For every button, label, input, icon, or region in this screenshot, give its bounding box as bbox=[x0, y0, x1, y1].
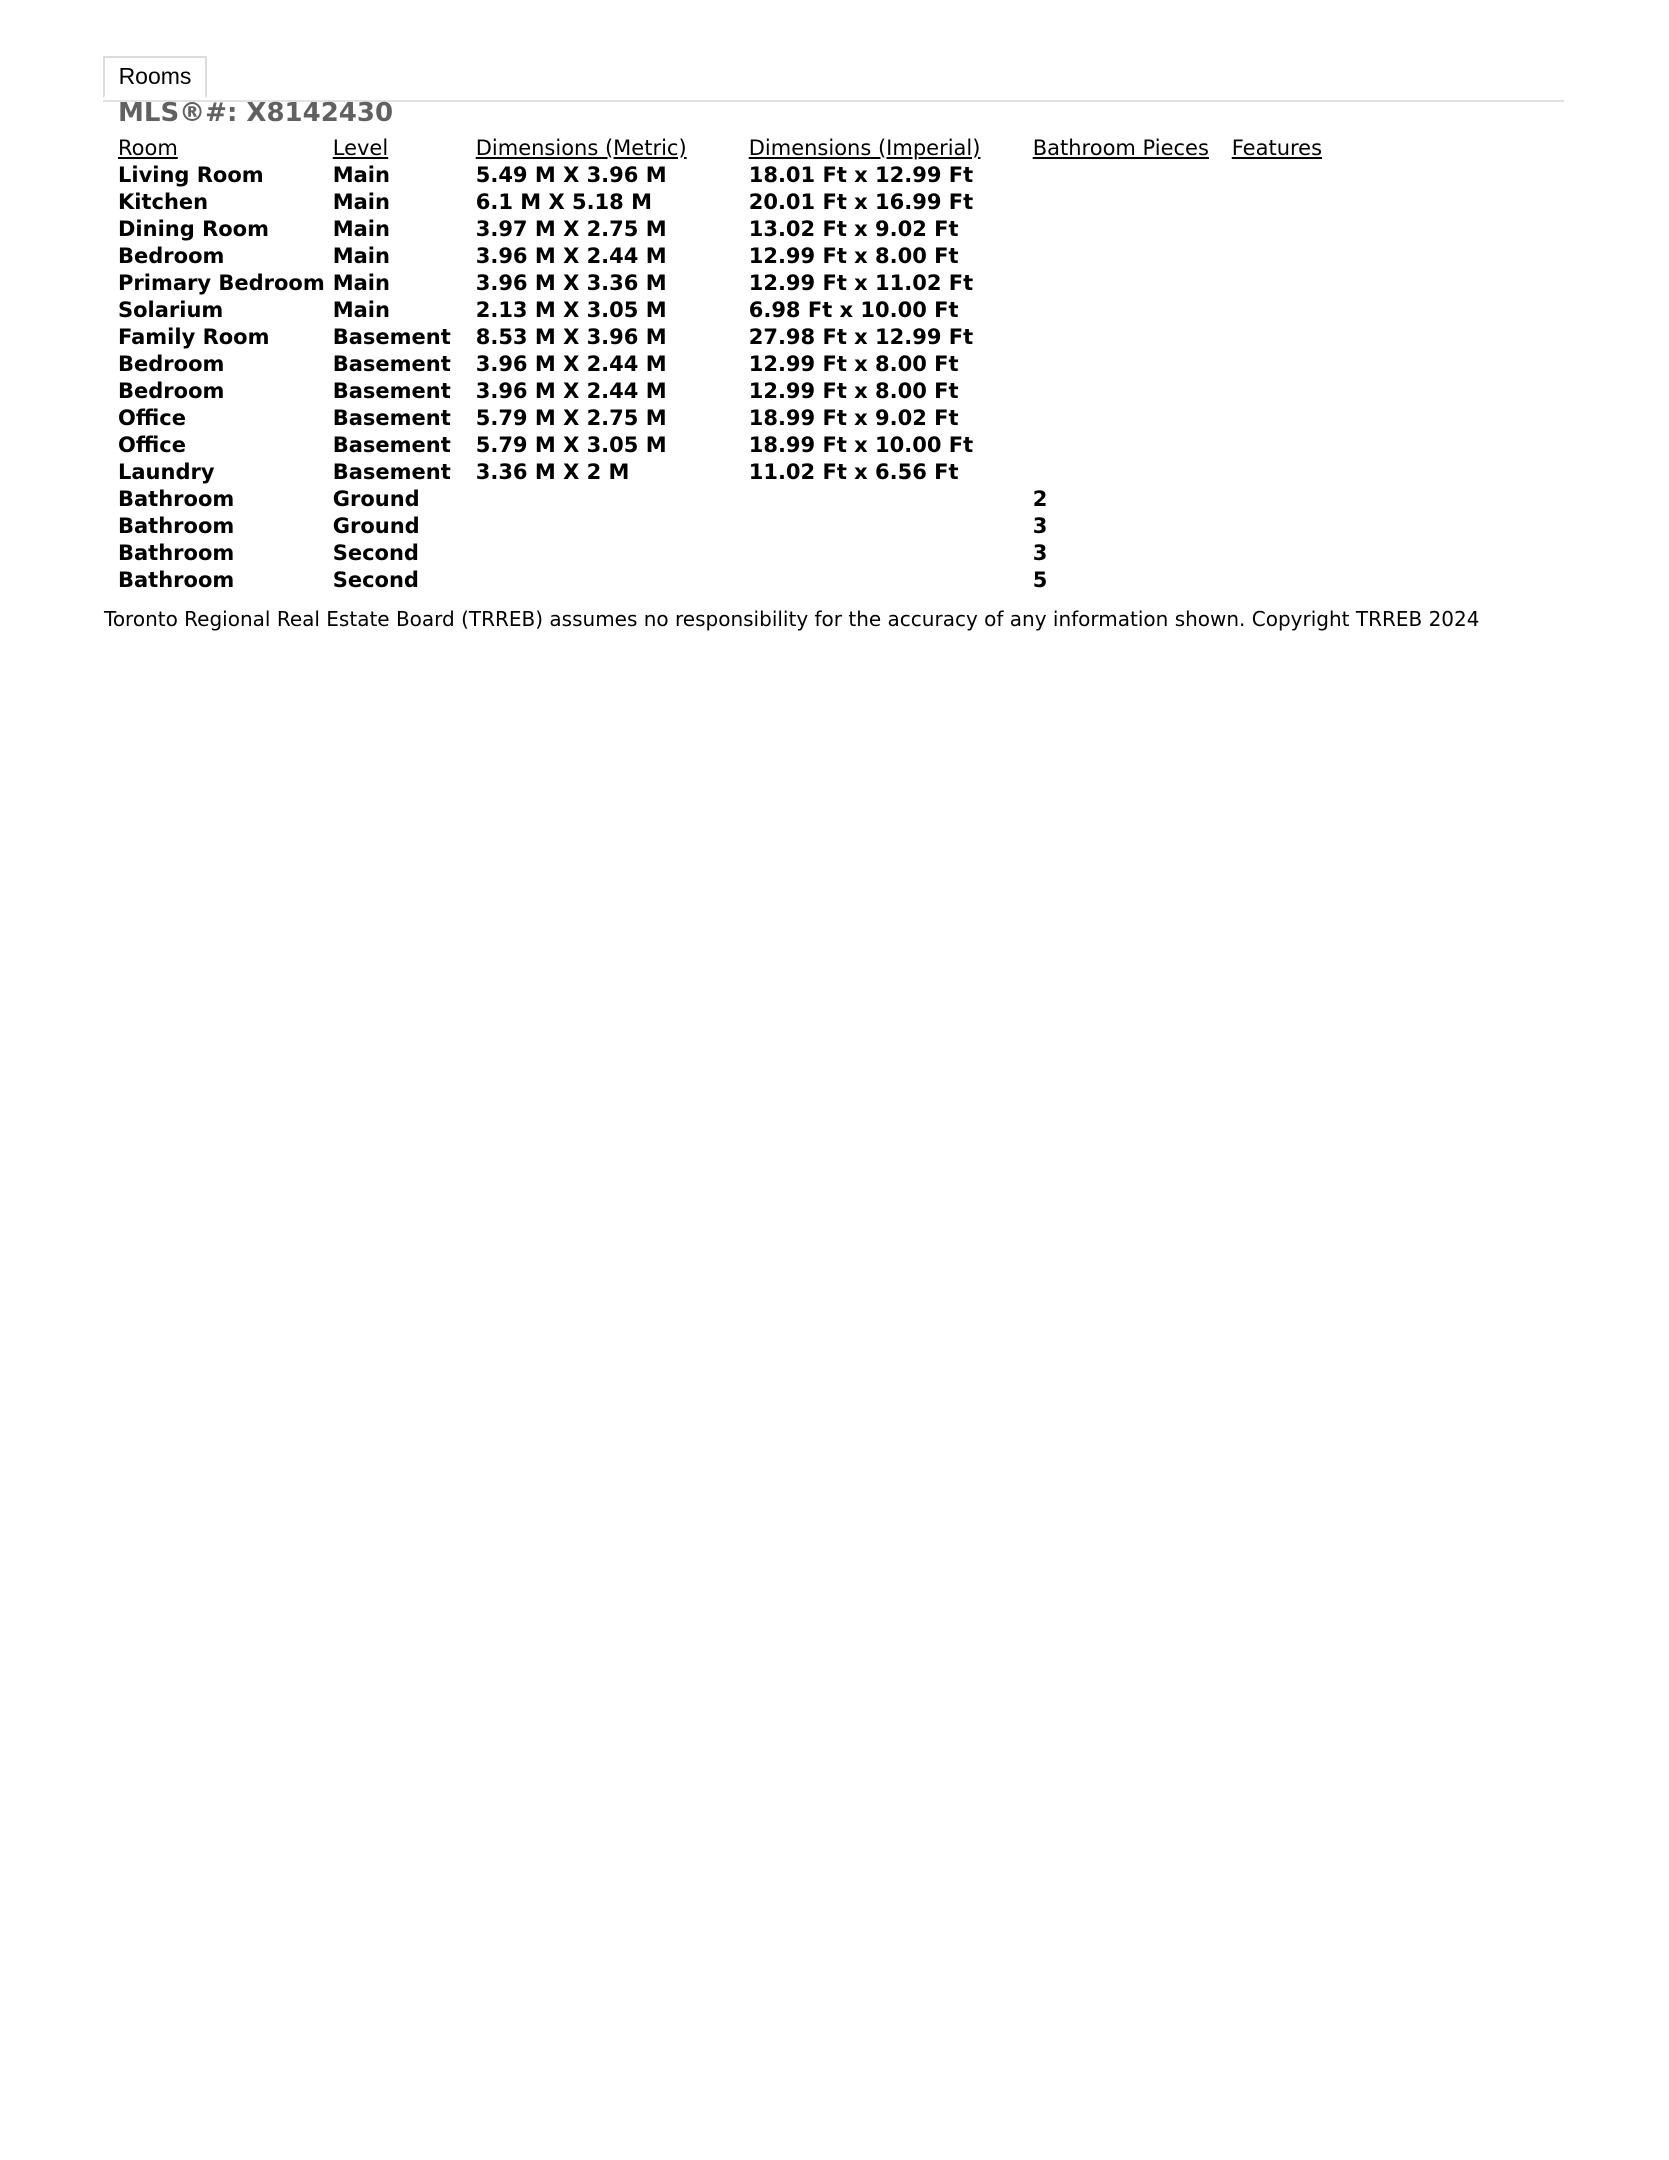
imperial-cell bbox=[745, 513, 1029, 540]
room-cell: Bathroom bbox=[118, 487, 235, 511]
metric-cell: 3.36 M X 2 M bbox=[475, 460, 630, 484]
imperial-cell: 12.99 Ft x 8.00 Ft bbox=[748, 379, 959, 403]
disclaimer-text: Toronto Regional Real Estate Board (TRREB) assumes no responsibility for the accuracy of any information shown. Copyright TRREB 2024 bbox=[104, 607, 1480, 631]
features-cell bbox=[1228, 216, 1356, 243]
room-cell: Kitchen bbox=[118, 190, 209, 214]
level-cell: Main bbox=[332, 271, 390, 295]
bath-pieces-cell: 2 bbox=[1032, 487, 1048, 511]
room-cell: Bathroom bbox=[118, 541, 235, 565]
bath-pieces-cell bbox=[1029, 459, 1228, 486]
features-cell bbox=[1228, 324, 1356, 351]
level-cell: Basement bbox=[332, 325, 451, 349]
features-cell bbox=[1228, 459, 1356, 486]
mls-number: MLS®#: X8142430 bbox=[118, 98, 394, 128]
level-cell: Main bbox=[332, 244, 390, 268]
bath-pieces-cell bbox=[1029, 189, 1228, 216]
metric-cell bbox=[472, 513, 745, 540]
room-cell: Primary Bedroom bbox=[118, 271, 325, 295]
room-cell: Bedroom bbox=[118, 352, 225, 376]
level-cell: Main bbox=[332, 298, 390, 322]
room-cell: Bathroom bbox=[118, 568, 235, 592]
features-cell bbox=[1228, 351, 1356, 378]
level-cell: Second bbox=[332, 568, 419, 592]
imperial-cell: 6.98 Ft x 10.00 Ft bbox=[748, 298, 959, 322]
table-row bbox=[114, 405, 1356, 432]
level-cell: Ground bbox=[332, 514, 420, 538]
room-cell: Solarium bbox=[118, 298, 224, 322]
table-row bbox=[114, 432, 1356, 459]
metric-cell: 3.96 M X 3.36 M bbox=[475, 271, 667, 295]
level-cell: Main bbox=[332, 217, 390, 241]
table-row bbox=[114, 297, 1356, 324]
table-row bbox=[114, 351, 1356, 378]
room-cell: Laundry bbox=[118, 460, 215, 484]
column-header-dimensions-metric: Dimensions (Metric) bbox=[475, 136, 687, 160]
imperial-cell: 12.99 Ft x 8.00 Ft bbox=[748, 244, 959, 268]
bath-pieces-cell bbox=[1029, 243, 1228, 270]
bath-pieces-cell bbox=[1029, 324, 1228, 351]
bath-pieces-cell bbox=[1029, 297, 1228, 324]
metric-cell bbox=[472, 540, 745, 567]
imperial-cell: 27.98 Ft x 12.99 Ft bbox=[748, 325, 974, 349]
metric-cell: 8.53 M X 3.96 M bbox=[475, 325, 667, 349]
imperial-cell bbox=[745, 486, 1029, 513]
table-row bbox=[114, 270, 1356, 297]
imperial-cell bbox=[745, 567, 1029, 594]
bath-pieces-cell bbox=[1029, 270, 1228, 297]
table-row bbox=[114, 540, 1356, 567]
bath-pieces-cell: 3 bbox=[1032, 541, 1048, 565]
bath-pieces-cell bbox=[1029, 432, 1228, 459]
features-cell bbox=[1228, 243, 1356, 270]
level-cell: Ground bbox=[332, 487, 420, 511]
room-cell: Office bbox=[118, 406, 186, 430]
metric-cell: 3.97 M X 2.75 M bbox=[475, 217, 667, 241]
bath-pieces-cell bbox=[1029, 351, 1228, 378]
imperial-cell: 12.99 Ft x 11.02 Ft bbox=[748, 271, 974, 295]
column-header-room: Room bbox=[118, 136, 178, 160]
bath-pieces-cell: 3 bbox=[1032, 514, 1048, 538]
table-row bbox=[114, 189, 1356, 216]
metric-cell: 2.13 M X 3.05 M bbox=[475, 298, 667, 322]
rooms-table bbox=[114, 134, 1356, 594]
level-cell: Second bbox=[332, 541, 419, 565]
room-cell: Dining Room bbox=[118, 217, 269, 241]
features-cell bbox=[1228, 405, 1356, 432]
imperial-cell: 11.02 Ft x 6.56 Ft bbox=[748, 460, 959, 484]
column-header-features: Features bbox=[1231, 136, 1323, 160]
room-cell: Family Room bbox=[118, 325, 270, 349]
bath-pieces-cell bbox=[1029, 378, 1228, 405]
bath-pieces-cell: 5 bbox=[1032, 568, 1048, 592]
column-header-dimensions-imperial: Dimensions (Imperial) bbox=[748, 136, 981, 160]
metric-cell: 3.96 M X 2.44 M bbox=[475, 379, 667, 403]
column-header-bathroom-pieces: Bathroom Pieces bbox=[1032, 136, 1209, 160]
features-cell bbox=[1228, 513, 1356, 540]
level-cell: Basement bbox=[332, 406, 451, 430]
metric-cell: 6.1 M X 5.18 M bbox=[475, 190, 652, 214]
metric-cell bbox=[472, 567, 745, 594]
table-header-row bbox=[114, 134, 1356, 162]
metric-cell: 5.79 M X 3.05 M bbox=[475, 433, 667, 457]
features-cell bbox=[1228, 297, 1356, 324]
bath-pieces-cell bbox=[1029, 216, 1228, 243]
tab-rooms[interactable]: Rooms bbox=[103, 56, 207, 98]
level-cell: Basement bbox=[332, 460, 451, 484]
metric-cell bbox=[472, 486, 745, 513]
metric-cell: 5.49 M X 3.96 M bbox=[475, 163, 667, 187]
bath-pieces-cell bbox=[1029, 162, 1228, 189]
features-cell bbox=[1228, 162, 1356, 189]
imperial-cell bbox=[745, 540, 1029, 567]
metric-cell: 3.96 M X 2.44 M bbox=[475, 244, 667, 268]
table-row bbox=[114, 243, 1356, 270]
table-row bbox=[114, 567, 1356, 594]
table-row bbox=[114, 324, 1356, 351]
room-cell: Bathroom bbox=[118, 514, 235, 538]
imperial-cell: 13.02 Ft x 9.02 Ft bbox=[748, 217, 959, 241]
table-row bbox=[114, 486, 1356, 513]
features-cell bbox=[1228, 189, 1356, 216]
metric-cell: 3.96 M X 2.44 M bbox=[475, 352, 667, 376]
tab-bar bbox=[103, 56, 1564, 102]
room-cell: Office bbox=[118, 433, 186, 457]
imperial-cell: 18.99 Ft x 10.00 Ft bbox=[748, 433, 974, 457]
level-cell: Basement bbox=[332, 433, 451, 457]
bath-pieces-cell bbox=[1029, 405, 1228, 432]
features-cell bbox=[1228, 486, 1356, 513]
imperial-cell: 20.01 Ft x 16.99 Ft bbox=[748, 190, 974, 214]
column-header-level: Level bbox=[332, 136, 389, 160]
table-row bbox=[114, 216, 1356, 243]
imperial-cell: 18.99 Ft x 9.02 Ft bbox=[748, 406, 959, 430]
features-cell bbox=[1228, 540, 1356, 567]
features-cell bbox=[1228, 378, 1356, 405]
room-cell: Living Room bbox=[118, 163, 264, 187]
table-row bbox=[114, 459, 1356, 486]
features-cell bbox=[1228, 270, 1356, 297]
features-cell bbox=[1228, 432, 1356, 459]
table-row bbox=[114, 162, 1356, 189]
level-cell: Main bbox=[332, 190, 390, 214]
level-cell: Main bbox=[332, 163, 390, 187]
imperial-cell: 18.01 Ft x 12.99 Ft bbox=[748, 163, 974, 187]
metric-cell: 5.79 M X 2.75 M bbox=[475, 406, 667, 430]
level-cell: Basement bbox=[332, 379, 451, 403]
table-row bbox=[114, 513, 1356, 540]
features-cell bbox=[1228, 567, 1356, 594]
room-cell: Bedroom bbox=[118, 379, 225, 403]
room-cell: Bedroom bbox=[118, 244, 225, 268]
imperial-cell: 12.99 Ft x 8.00 Ft bbox=[748, 352, 959, 376]
table-row bbox=[114, 378, 1356, 405]
level-cell: Basement bbox=[332, 352, 451, 376]
